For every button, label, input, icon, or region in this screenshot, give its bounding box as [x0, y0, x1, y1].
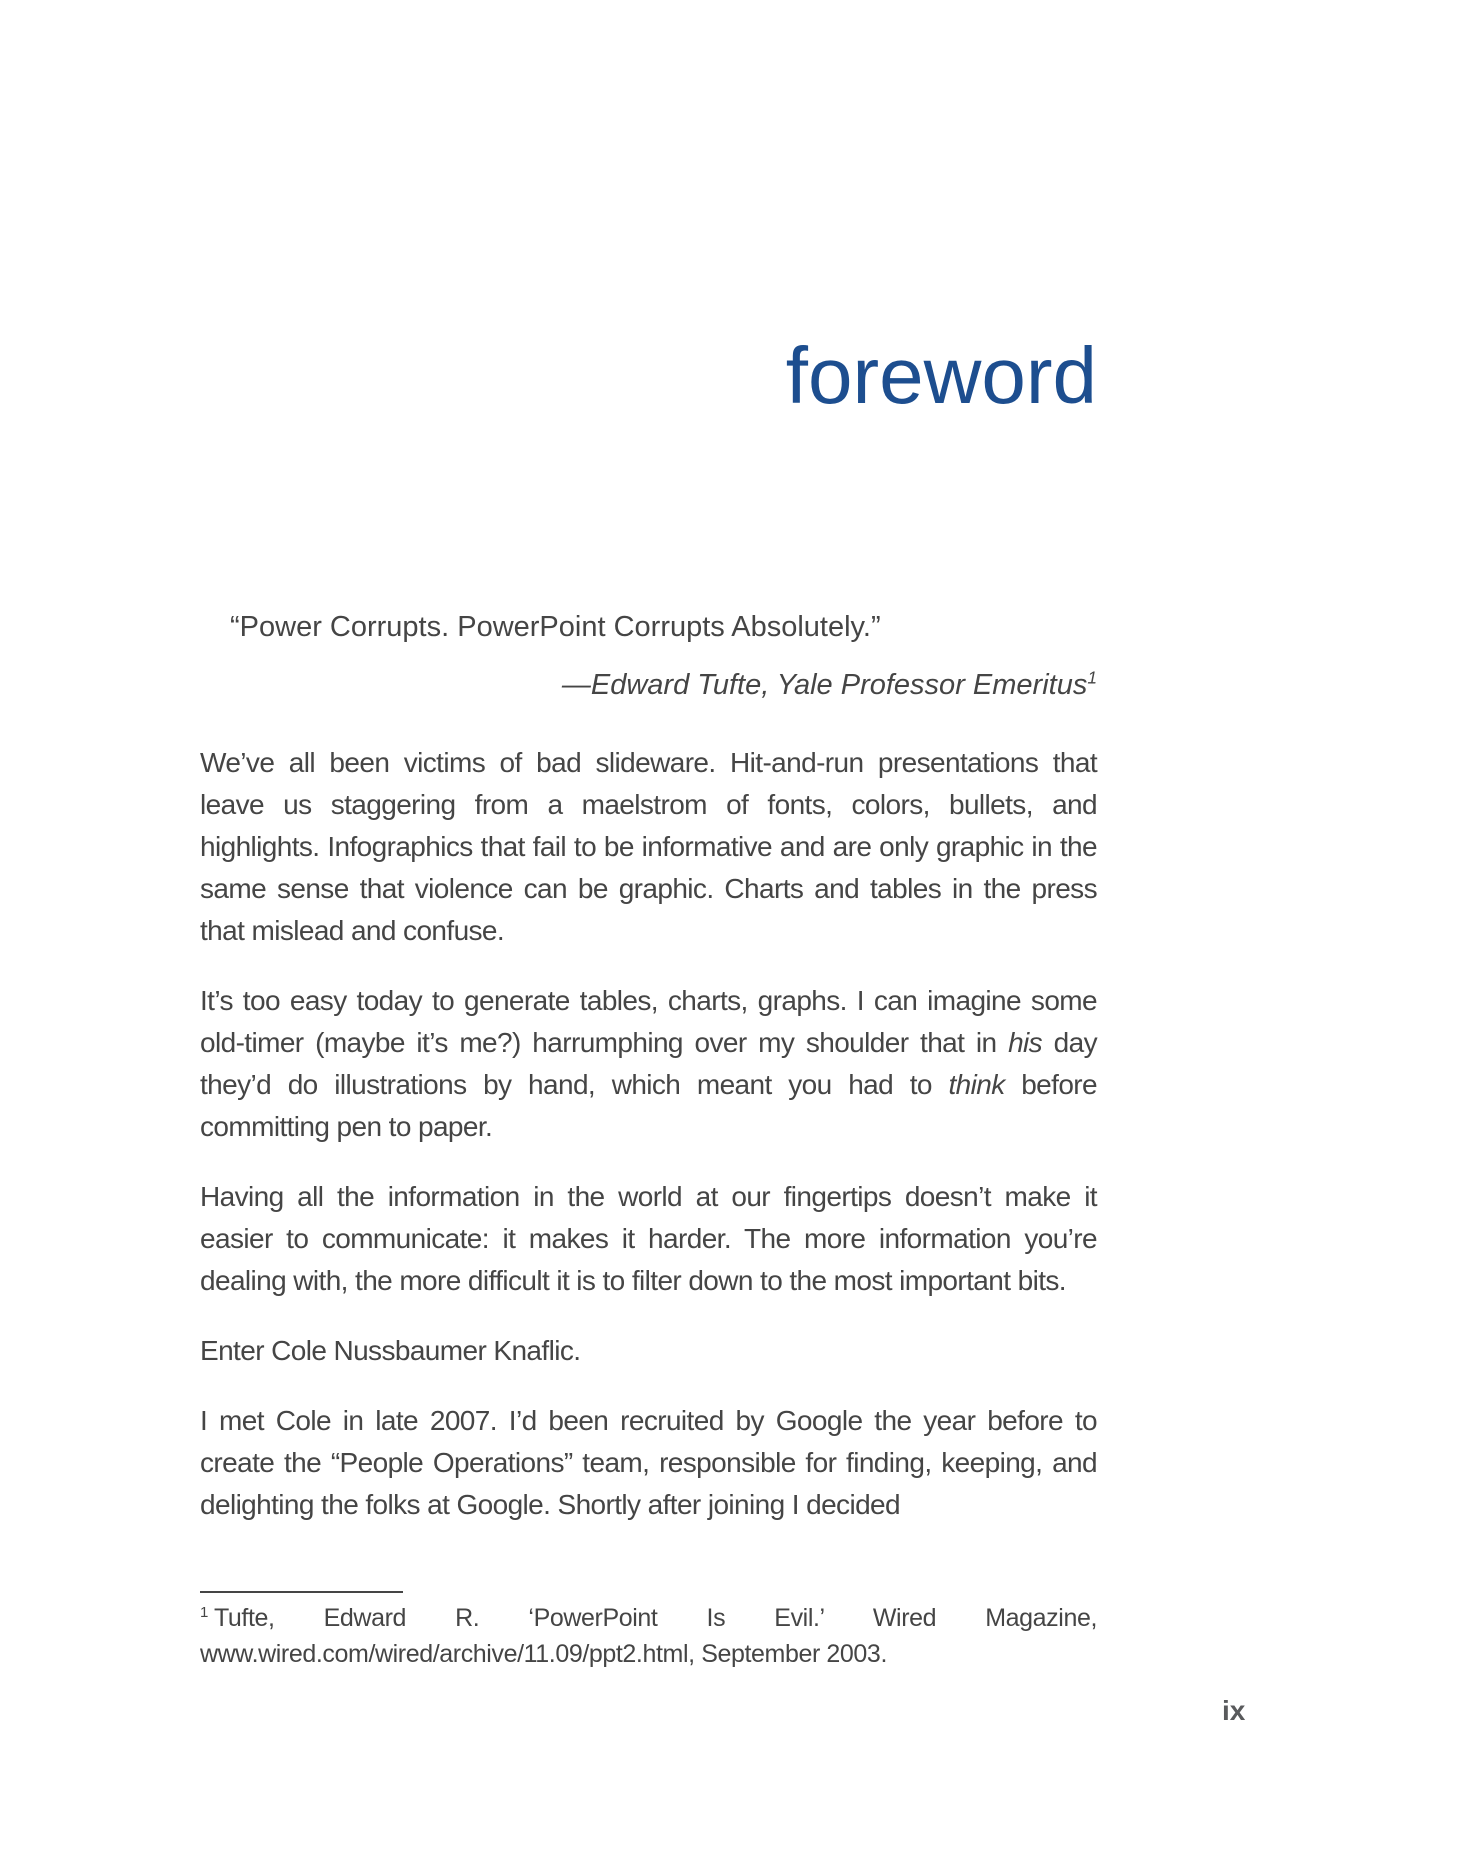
epigraph-quote: “Power Corrupts. PowerPoint Corrupts Absolutely.” [230, 611, 881, 643]
italic-text-run: think [948, 1069, 1005, 1100]
footnote-reference-mark: 1 [1087, 667, 1097, 688]
footnote-text: Tufte, Edward R. ‘PowerPoint Is Evil.’ Wired Magazine, www.wired.com/wired/archive/11.09/ppt2.html, September 2003. [200, 1604, 1097, 1668]
italic-text-run: his [1008, 1027, 1043, 1058]
text-run: We’ve all been victims of bad slideware. Hit-and-run presentations that leave us staggering from a maelstrom of fonts, colors, bullets, and highlights. Infographics that fail to be informative and are only graphic in the same sense that violence can be graphic. Charts and tables in the press that mislead and confuse. [200, 747, 1097, 946]
body-paragraph [200, 1400, 1097, 1526]
footnote-number: 1 [200, 1603, 208, 1621]
body-paragraph [200, 1176, 1097, 1302]
chapter-title: foreword [785, 331, 1097, 420]
page-number: ix [1222, 1695, 1246, 1726]
text-run: Having all the information in the world at our fingertips doesn’t make it easier to communicate: it makes it harder. The more information you’re dealing with, the more difficult it is to filter down to the most important bits. [200, 1181, 1097, 1296]
footnote-divider [200, 1591, 403, 1593]
body-paragraph [200, 1330, 1097, 1372]
body-paragraph [200, 980, 1097, 1148]
body-paragraphs [200, 742, 1097, 1554]
text-run: before committing pen to paper. [200, 1069, 1097, 1142]
text-column [200, 0, 1097, 1850]
footnote [200, 1600, 1097, 1672]
epigraph-attribution [200, 664, 1097, 706]
epigraph-attribution-text: —Edward Tufte, Yale Professor Emeritus [561, 669, 1088, 701]
text-run: I met Cole in late 2007. I’d been recruited by Google the year before to create the “People Operations” team, responsible for finding, keeping, and delighting the folks at Google. Shortly after joining I decided [200, 1405, 1097, 1520]
text-run: day they’d do illustrations by hand, which meant you had to [200, 1027, 1098, 1100]
text-run: It’s too easy today to generate tables, charts, graphs. I can imagine some old-timer (maybe it’s me?) harrumphing over my shoulder that in [200, 985, 1097, 1058]
body-paragraph [200, 742, 1097, 952]
text-run: Enter Cole Nussbaumer Knaflic. [200, 1335, 581, 1366]
